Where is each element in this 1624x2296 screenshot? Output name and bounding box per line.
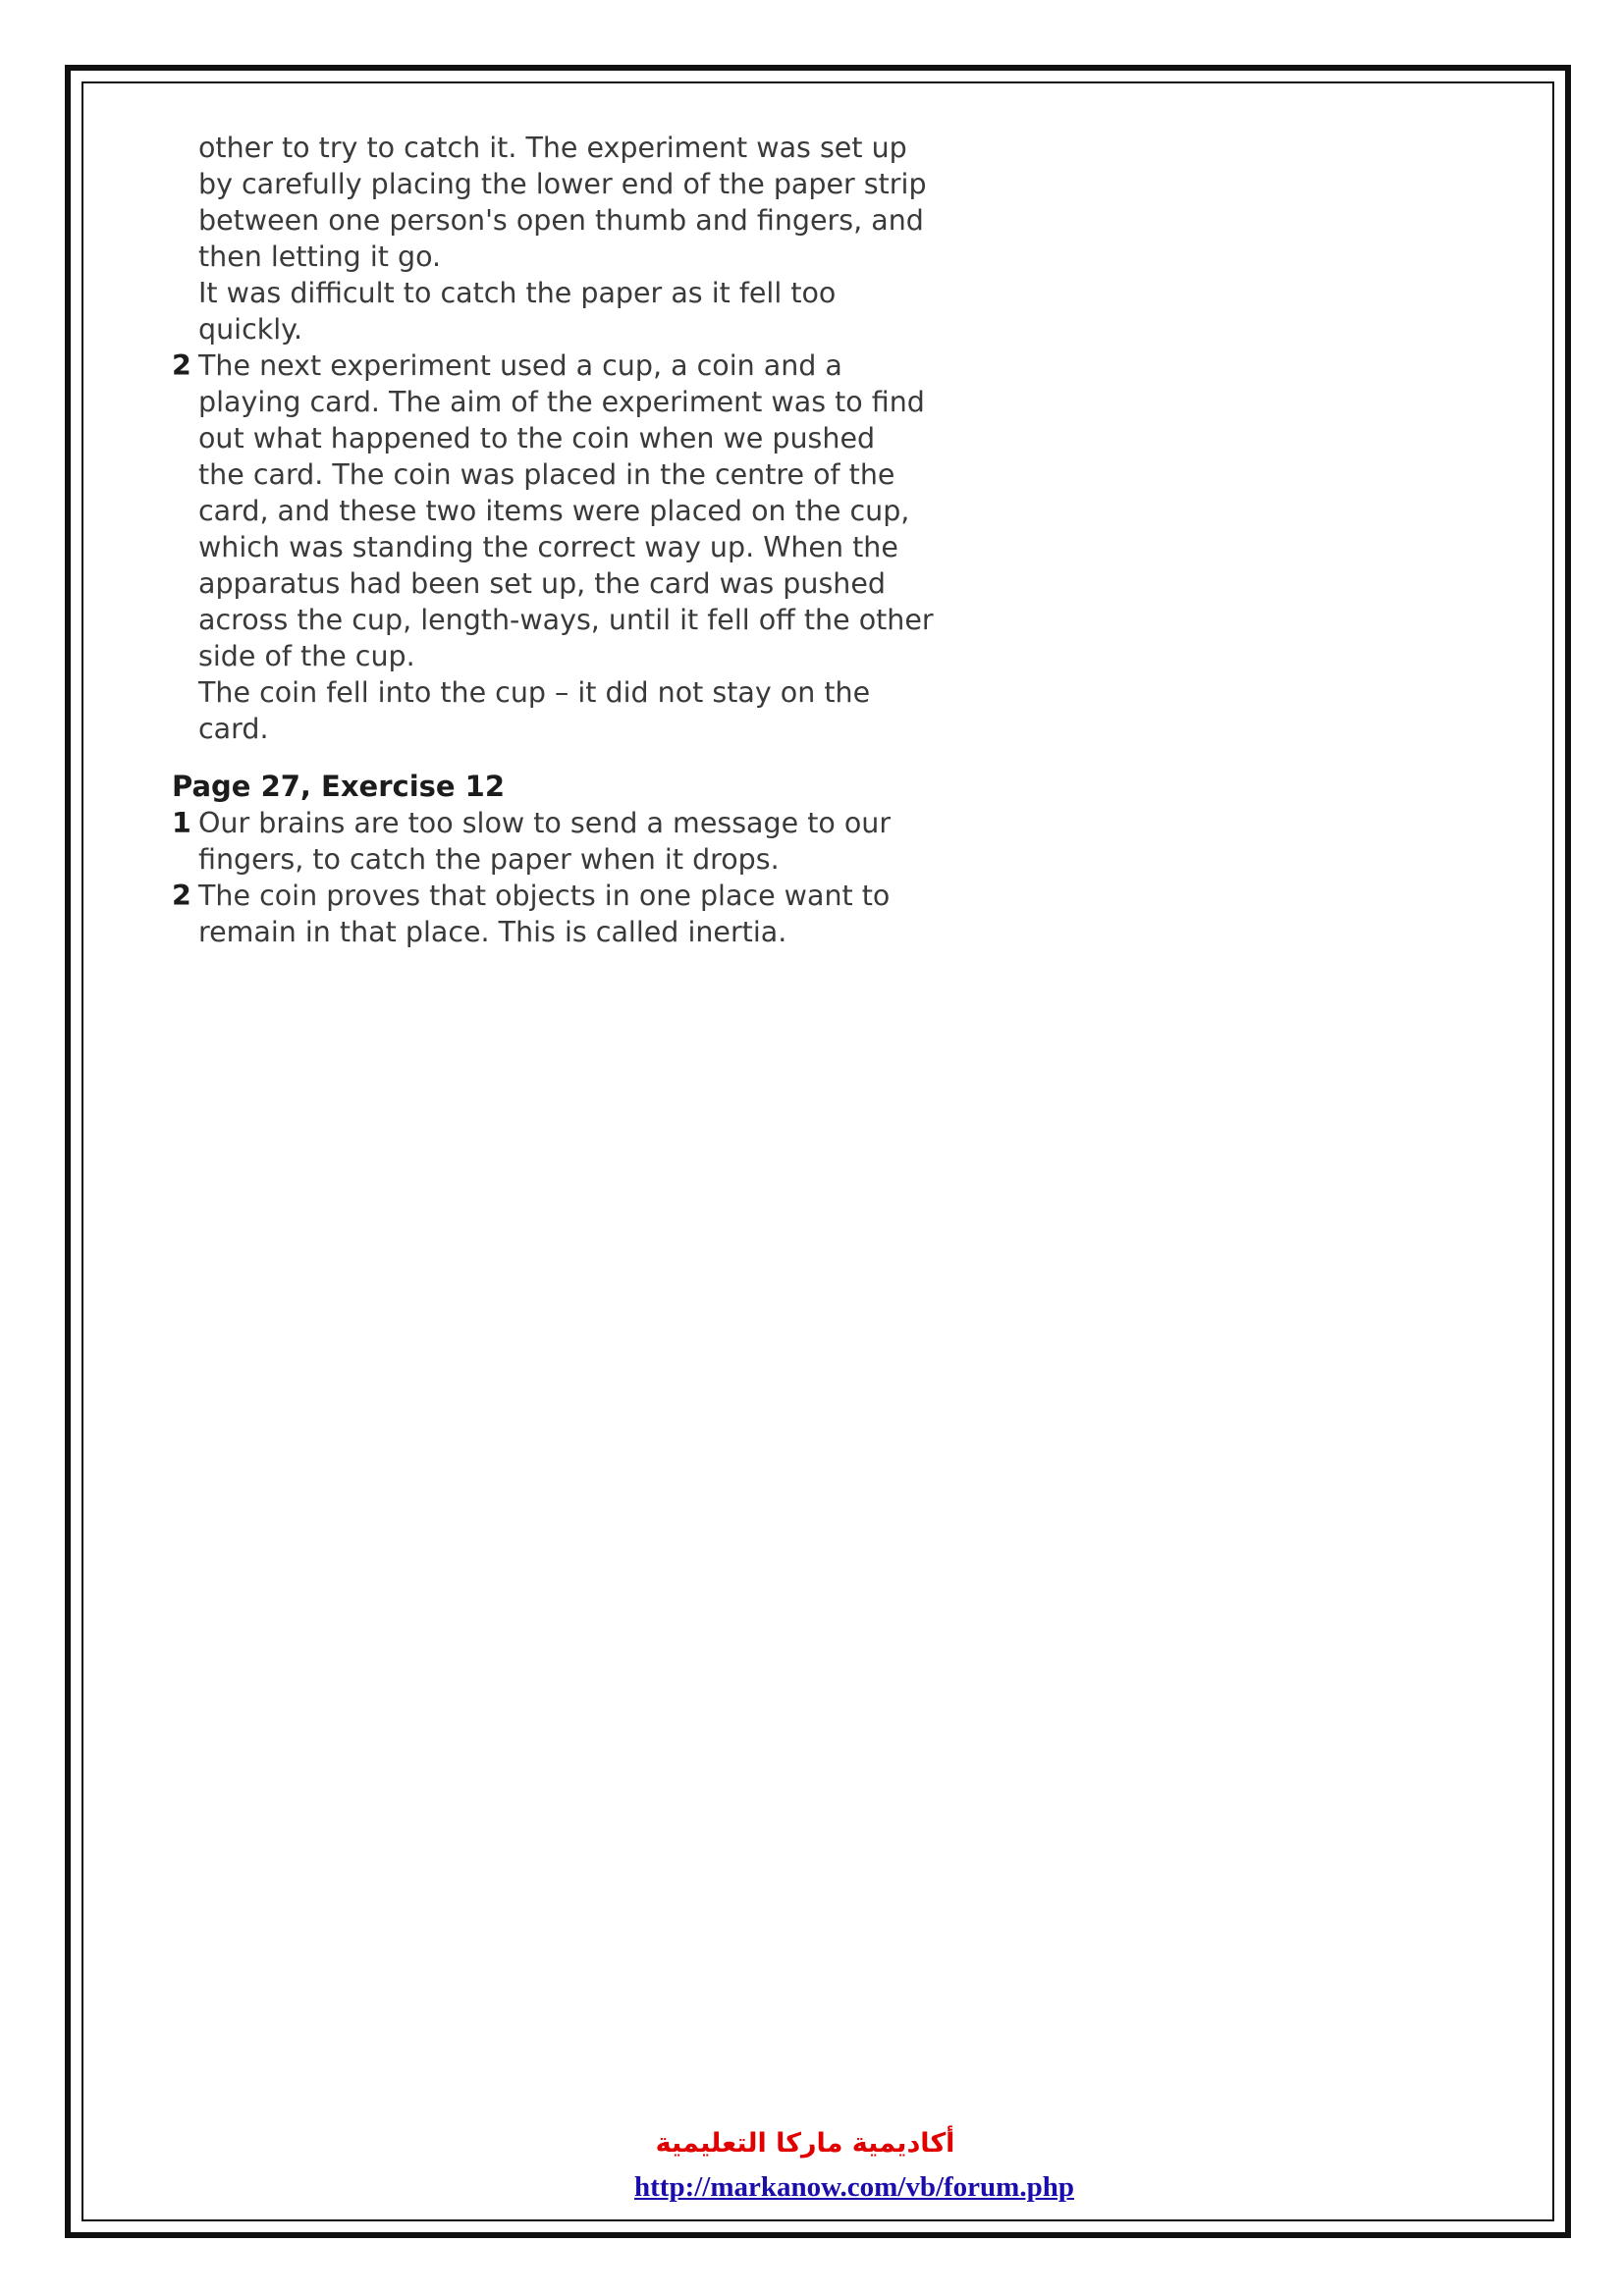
text-line: across the cup, length-ways, until it fell off the other xyxy=(198,604,934,636)
text-line: which was standing the correct way up. When the xyxy=(198,531,898,563)
text-line: remain in that place. This is called inertia. xyxy=(198,916,787,948)
text-line: other to try to catch it. The experiment was set up xyxy=(198,132,907,164)
experiment-2-item xyxy=(172,347,938,747)
text-line: between one person's open thumb and fingers, and xyxy=(198,204,924,237)
answer-item-2 xyxy=(172,878,938,950)
footer-forum-link[interactable]: http://markanow.com/vb/forum.php xyxy=(634,2171,1074,2203)
document-body xyxy=(172,130,938,950)
text-line: side of the cup. xyxy=(198,640,415,672)
footer-arabic-title: أكاديمية ماركا التعليمية xyxy=(655,2128,955,2159)
text-line: out what happened to the coin when we pushed xyxy=(198,422,876,454)
text-line: The coin proves that objects in one place want to xyxy=(198,880,891,912)
experiment-1-result xyxy=(172,275,938,347)
text-line: The next experiment used a cup, a coin and a xyxy=(198,349,842,382)
item-number: 2 xyxy=(172,880,191,912)
text-line: then letting it go. xyxy=(198,240,442,273)
text-line: It was difficult to catch the paper as it fell too xyxy=(198,277,837,309)
experiment-2-result: The coin fell into the cup – it did not stay on the card. xyxy=(198,676,871,745)
text-line: apparatus had been set up, the card was pushed xyxy=(198,567,886,600)
text-line: the card. The coin was placed in the centre of the xyxy=(198,458,895,491)
text-line: Our brains are too slow to send a message to our xyxy=(198,807,892,839)
text-line: quickly. xyxy=(198,313,303,346)
text-line: fingers, to catch the paper when it drops. xyxy=(198,843,780,876)
experiment-1-description xyxy=(172,130,938,275)
text-line: card, and these two items were placed on the cup, xyxy=(198,495,910,527)
text-line: playing card. The aim of the experiment was to find xyxy=(198,386,925,418)
section-heading: Page 27, Exercise 12 xyxy=(172,770,506,803)
item-number: 1 xyxy=(172,807,191,839)
answer-item-1 xyxy=(172,805,938,878)
text-line: by carefully placing the lower end of the paper strip xyxy=(198,168,927,200)
item-number: 2 xyxy=(172,349,191,382)
